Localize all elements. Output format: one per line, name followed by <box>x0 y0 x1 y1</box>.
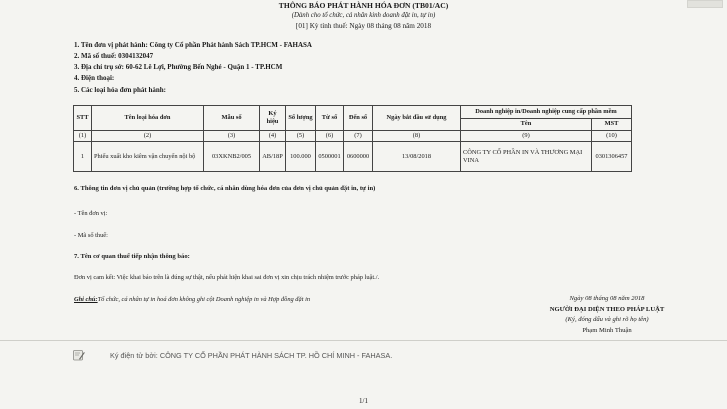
issuer-name: 1. Tên đơn vị phát hành: Công ty Cổ phần Phát hành Sách TP.HCM - FAHASA <box>74 41 312 49</box>
table-row <box>74 142 632 172</box>
sign-instruction: (Ký, đóng dấu và ghi rõ họ tên) <box>565 316 649 323</box>
tax-period: [01] Kỳ tính thuế: Ngày 08 tháng 08 năm 2018 <box>295 22 432 30</box>
col-printer-group: Doanh nghiệp in/Doanh nghiệp cung cấp phần mềm <box>461 106 632 119</box>
col-printer-name: Tên <box>461 118 592 131</box>
note-label: Ghi chú: <box>74 296 98 303</box>
index-cell: (9) <box>461 131 592 142</box>
pen-sign-icon <box>73 349 85 361</box>
col-invoice-name: Tên loại hóa đơn <box>92 106 204 131</box>
tax-code: 2. Mã số thuế: 0304132047 <box>74 52 154 60</box>
cell-from-no: 0500001 <box>316 142 344 172</box>
note-text: Tổ chức, cá nhân tự in hoá đơn không ghi cột Doanh nghiệp in và Hợp đồng đặt in <box>97 296 311 303</box>
address: 3. Địa chỉ trụ sở: 60-62 Lê Lợi, Phường Bến Nghé - Quận 1 - TP.HCM <box>74 63 283 71</box>
col-stt: STT <box>74 106 92 131</box>
col-printer-mst: MST <box>592 118 632 131</box>
parent-unit-name: - Tên đơn vị: <box>74 210 108 217</box>
col-symbol: Ký hiệu <box>260 106 286 131</box>
index-cell: (3) <box>204 131 260 142</box>
index-cell: (8) <box>373 131 461 142</box>
col-quantity: Số lượng <box>286 106 316 131</box>
representative-title: NGƯỜI ĐẠI DIỆN THEO PHÁP LUẬT <box>549 306 665 313</box>
table-index-row <box>74 131 632 142</box>
section-6-title: 6. Thông tin đơn vị chủ quản (trường hợp tổ chức, cá nhân dùng hóa đơn của đơn vị chủ quản đặt in, tự in) <box>74 185 376 192</box>
index-cell: (10) <box>592 131 632 142</box>
table-header-row <box>74 106 632 119</box>
invoice-table <box>73 105 632 172</box>
cell-to-no: 0600000 <box>344 142 373 172</box>
invoice-table-wrap <box>73 105 632 172</box>
page-number: 1/1 <box>359 397 368 405</box>
cell-printer-name: CÔNG TY CỔ PHẦN IN VÀ THƯƠNG MẠI VINA <box>461 142 592 172</box>
sign-date: Ngày 08 tháng 08 năm 2018 <box>569 295 645 302</box>
index-cell: (4) <box>260 131 286 142</box>
index-cell: (5) <box>286 131 316 142</box>
index-cell: (1) <box>74 131 92 142</box>
cell-start-date: 13/08/2018 <box>373 142 461 172</box>
index-cell: (7) <box>344 131 373 142</box>
col-from-no: Từ số <box>316 106 344 131</box>
document-title: THÔNG BÁO PHÁT HÀNH HÓA ĐƠN (TB01/AC) <box>278 1 449 10</box>
note <box>74 296 310 303</box>
divider <box>0 340 727 341</box>
document-subtitle: (Dành cho tổ chức, cá nhân kinh doanh đặt in, tự in) <box>291 12 436 19</box>
commitment-text: Đơn vị cam kết: Việc khai báo trên là đúng sự thật, nếu phát hiện khai sai đơn vị xin chịu trách nhiệm trước pháp luật./. <box>74 274 380 281</box>
cell-stt: 1 <box>74 142 92 172</box>
cell-symbol: AB/18P <box>260 142 286 172</box>
phone: 4. Điện thoại: <box>74 74 115 82</box>
cell-quantity: 100.000 <box>286 142 316 172</box>
representative-name: Phạm Minh Thuận <box>582 327 632 334</box>
parent-unit-tax-code: - Mã số thuế: <box>74 232 108 239</box>
invoice-types-heading: 5. Các loại hóa đơn phát hành: <box>74 86 166 94</box>
cell-printer-mst: 0301306457 <box>592 142 632 172</box>
col-to-no: Đến số <box>344 106 373 131</box>
index-cell: (2) <box>92 131 204 142</box>
digital-signature-text: Ký điện tử bởi: CÔNG TY CỔ PHẦN PHÁT HÀNH SÁCH TP. HỒ CHÍ MINH - FAHASA. <box>110 351 393 360</box>
index-cell: (6) <box>316 131 344 142</box>
cell-invoice-name: Phiếu xuất kho kiêm vận chuyển nội bộ <box>92 142 204 172</box>
cell-form-no: 03XKNB2/005 <box>204 142 260 172</box>
col-form-no: Mẫu số <box>204 106 260 131</box>
col-start-date: Ngày bắt đầu sử dụng <box>373 106 461 131</box>
section-7-title: 7. Tên cơ quan thuế tiếp nhận thông báo: <box>74 253 190 260</box>
